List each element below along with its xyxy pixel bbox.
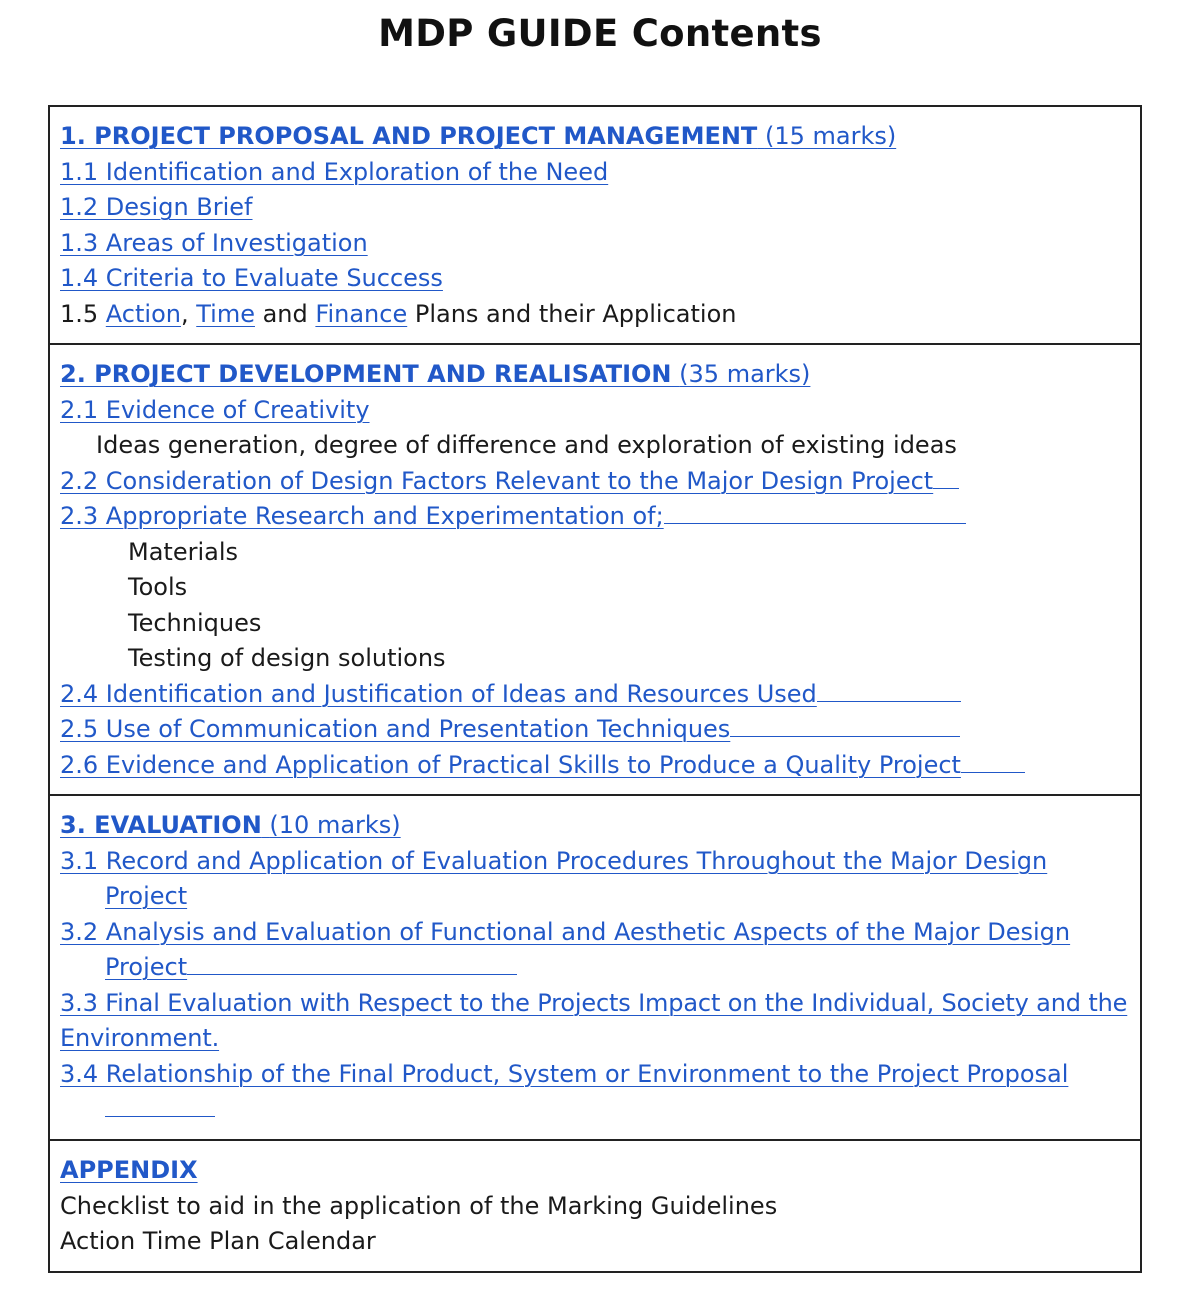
- appendix-section: [50, 1141, 1140, 1271]
- table-of-contents: [48, 105, 1142, 1273]
- toc-entry-2-5: [50, 712, 1140, 748]
- section-2-heading-link[interactable]: 2. PROJECT DEVELOPMENT AND REALISATION: [60, 360, 672, 388]
- toc-sub-item-materials: Materials: [128, 537, 239, 566]
- section-3: [50, 796, 1140, 1141]
- toc-1-5-suffix: Plans and their Application: [407, 299, 737, 328]
- toc-link-3-3[interactable]: 3.3 Final Evaluation with Respect to the Projects Impact on the Individual, Society and the Environment.: [60, 988, 1128, 1052]
- toc-link-3-1[interactable]: 3.1 Record and Application of Evaluation Procedures Throughout the Major Design Project: [60, 846, 1048, 910]
- toc-entry-2-2: [50, 464, 1140, 500]
- toc-link-time[interactable]: Time: [196, 299, 255, 328]
- toc-link-2-1[interactable]: 2.1 Evidence of Creativity: [60, 395, 370, 424]
- appendix-heading-link[interactable]: APPENDIX: [60, 1156, 198, 1184]
- toc-1-5-prefix: 1.5: [60, 299, 106, 328]
- section-1-heading-link[interactable]: 1. PROJECT PROPOSAL AND PROJECT MANAGEMENT: [60, 122, 758, 150]
- toc-entry-1-4: [50, 261, 1140, 297]
- section-3-marks-link[interactable]: (10 marks): [269, 811, 401, 839]
- toc-link-1-1[interactable]: 1.1 Identification and Exploration of the Need: [60, 157, 609, 186]
- section-1: [50, 107, 1140, 345]
- toc-entry-1-1: [50, 155, 1140, 191]
- toc-2-1-description: Ideas generation, degree of difference and exploration of existing ideas: [96, 431, 957, 459]
- toc-sub-item-techniques: Techniques: [128, 608, 262, 637]
- section-1-marks-link[interactable]: (15 marks): [764, 122, 897, 150]
- toc-link-2-2[interactable]: 2.2 Consideration of Design Factors Relevant to the Major Design Project: [60, 467, 959, 495]
- toc-link-action[interactable]: Action: [105, 299, 181, 328]
- toc-link-2-5[interactable]: 2.5 Use of Communication and Presentation Techniques: [60, 715, 960, 743]
- page-title: MDP GUIDE Contents: [378, 12, 822, 55]
- toc-entry-3-1: [50, 844, 1140, 915]
- toc-entry-2-3: [50, 499, 1140, 535]
- toc-link-3-2[interactable]: 3.2 Analysis and Evaluation of Functional and Aesthetic Aspects of the Major Design Project: [60, 917, 1071, 981]
- toc-1-5-and: and: [254, 299, 316, 328]
- section-2-marks-link[interactable]: (35 marks): [679, 360, 811, 388]
- toc-link-1-3[interactable]: 1.3 Areas of Investigation: [60, 228, 368, 257]
- toc-link-1-4[interactable]: 1.4 Criteria to Evaluate Success: [60, 264, 443, 292]
- section-2: [50, 345, 1140, 796]
- toc-link-2-3[interactable]: 2.3 Appropriate Research and Experimentation of;: [60, 502, 966, 530]
- section-3-heading-link[interactable]: 3. EVALUATION: [60, 811, 262, 839]
- toc-1-5-comma: ,: [180, 299, 197, 328]
- toc-link-1-2[interactable]: 1.2 Design Brief: [60, 193, 253, 221]
- toc-sub-item-testing: Testing of design solutions: [128, 644, 446, 672]
- toc-link-3-4[interactable]: 3.4 Relationship of the Final Product, System or Environment to the Project Proposal: [60, 1060, 1068, 1124]
- toc-entry-1-5: [50, 297, 1140, 333]
- toc-sub-item-tools: Tools: [128, 573, 188, 601]
- toc-entry-3-3: [50, 986, 1140, 1057]
- toc-link-2-6[interactable]: 2.6 Evidence and Application of Practical Skills to Produce a Quality Project: [60, 751, 1025, 779]
- appendix-item-checklist: Checklist to aid in the application of the Marking Guidelines: [60, 1191, 778, 1220]
- appendix-item-calendar: Action Time Plan Calendar: [60, 1227, 376, 1255]
- toc-link-finance[interactable]: Finance: [315, 299, 408, 328]
- section-3-heading-row: [50, 808, 1140, 844]
- toc-link-2-4[interactable]: 2.4 Identification and Justification of Ideas and Resources Used: [60, 680, 961, 708]
- toc-entry-2-4: [50, 677, 1140, 713]
- section-1-heading-row: [50, 119, 1140, 155]
- toc-entry-2-1: [50, 393, 1140, 429]
- toc-entry-1-2: [50, 190, 1140, 226]
- toc-entry-3-4: [50, 1057, 1140, 1128]
- toc-entry-2-6: [50, 748, 1140, 784]
- appendix-heading-row: [50, 1153, 1140, 1189]
- section-2-heading-row: [50, 357, 1140, 393]
- toc-entry-1-3: [50, 226, 1140, 262]
- toc-entry-3-2: [50, 915, 1140, 986]
